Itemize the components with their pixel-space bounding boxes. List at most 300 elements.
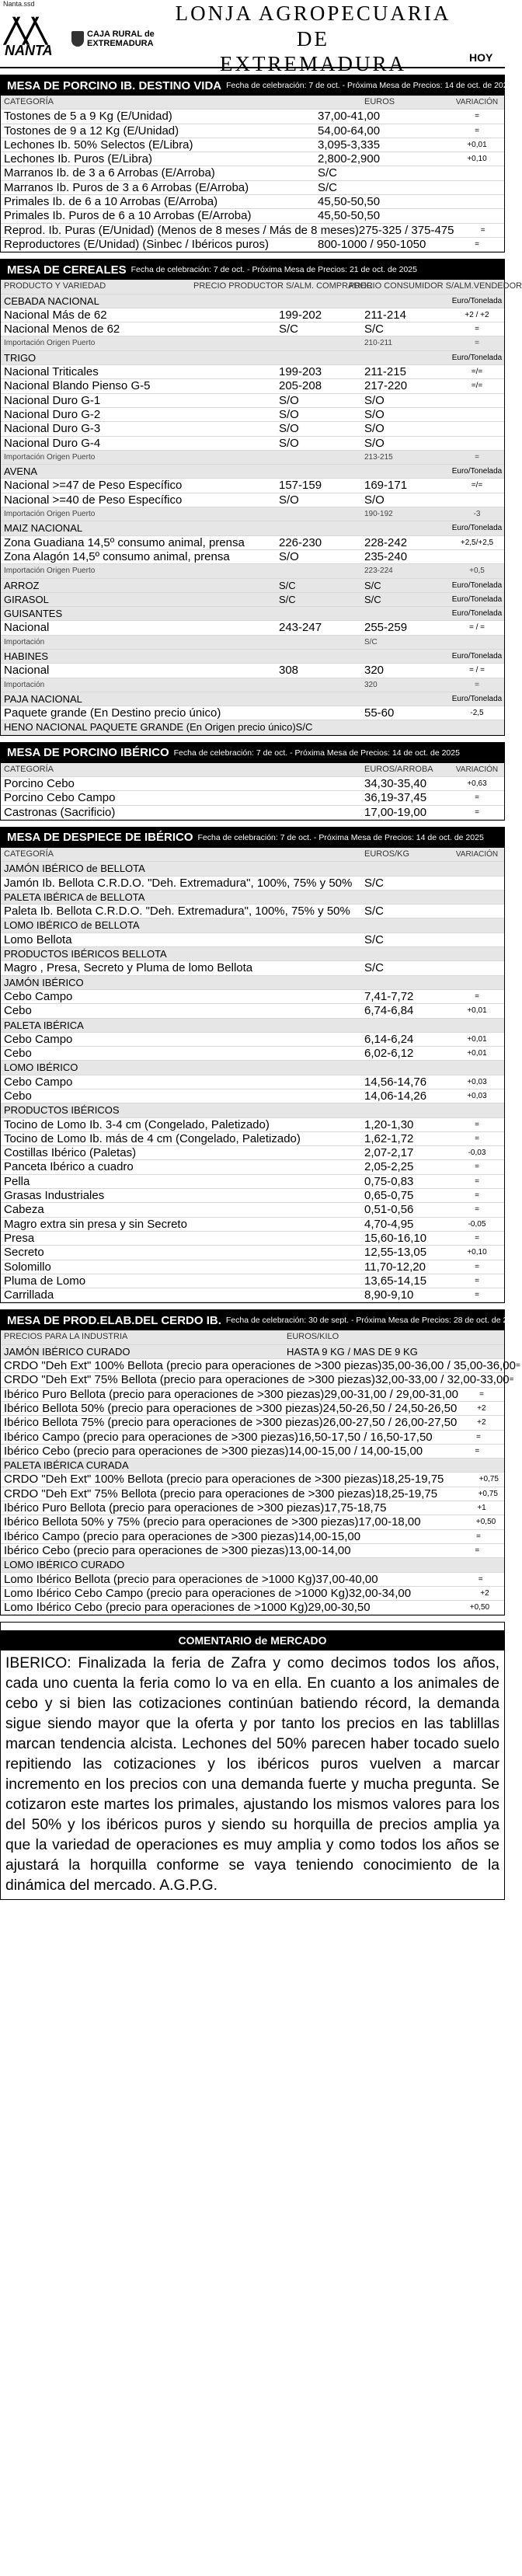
row-consumer-price <box>364 607 450 620</box>
row-producer-price <box>279 465 364 478</box>
row-label: CRDO "Deh Ext" 75% Bellota (precio para operaciones de >300 piezas) <box>4 1373 375 1387</box>
row-producer-price: S/O <box>279 436 299 450</box>
nanta-logo-text: NANTA <box>5 43 53 58</box>
table-row <box>1 437 504 451</box>
row-variation: +0,75 <box>478 1489 498 1498</box>
row-variation: +2 <box>480 1588 489 1598</box>
caja-rural-logo <box>71 30 157 48</box>
cereales-section <box>0 259 522 736</box>
row-value <box>364 1019 450 1032</box>
row-label: Importación Origen Puerto <box>4 452 96 462</box>
table-row <box>1 961 504 975</box>
category-row <box>1 295 504 308</box>
row-consumer-price: 217-220 <box>364 379 408 393</box>
col-header: CATEGORÍA <box>4 97 54 106</box>
row-label: LOMO IBÉRICO de BELLOTA <box>4 919 140 932</box>
elab-rows <box>1 1345 520 1616</box>
row-value <box>364 862 450 875</box>
row-variation: = <box>475 1532 481 1541</box>
row-variation: +2 <box>477 1403 486 1413</box>
despiece-title: MESA DE DESPIECE DE IBÉRICO <box>7 831 193 845</box>
row-value: 6,74-6,84 <box>364 1004 414 1018</box>
row-producer-price: S/C <box>279 579 296 591</box>
row-consumer-price: S/O <box>364 436 385 450</box>
row-producer-price: S/O <box>279 549 299 563</box>
row-label: Marranos Ib. Puros de 3 a 6 Arrobas (E/Arroba) <box>4 180 249 194</box>
row-label: GIRASOL <box>4 593 49 605</box>
elab-col-header <box>1 1330 504 1344</box>
table-row <box>1 1232 504 1246</box>
row-label: Cabeza <box>4 1203 44 1217</box>
category-row <box>1 692 504 706</box>
row-variation <box>450 195 504 208</box>
row-variation <box>450 394 504 407</box>
table-row <box>1 1530 504 1544</box>
col-header: PRODUCTO Y VARIEDAD <box>4 281 106 291</box>
table-row <box>1 1033 504 1047</box>
row-label: Lechones Ib. Puros (E/Libra) <box>4 152 152 166</box>
elab-title: MESA DE PROD.ELAB.DEL CERDO IB. <box>7 1313 221 1327</box>
table-row <box>1 451 504 465</box>
table-row <box>1 1218 504 1232</box>
row-variation: = <box>475 1163 479 1172</box>
caja-rural-text: CAJA RURAL de EXTREMADURA <box>87 29 155 48</box>
row-value: 14,00-15,00 / 14,00-15,00 <box>288 1444 423 1458</box>
row-consumer-price: S/C <box>364 593 381 605</box>
row-value: 32,00-33,00 / 32,00-33,00 <box>375 1373 510 1387</box>
row-variation: = <box>475 1432 481 1441</box>
porcino-title: MESA DE PORCINO IB. DESTINO VIDA <box>7 78 222 92</box>
row-consumer-price: S/O <box>364 393 385 407</box>
despiece-rows <box>1 862 504 1302</box>
row-variation <box>450 437 504 450</box>
table-row <box>1 1132 504 1146</box>
row-producer-price: 226-230 <box>279 535 322 549</box>
row-value: 32,00-34,00 <box>349 1586 412 1600</box>
category-row <box>1 1459 504 1473</box>
row-consumer-price: 255-259 <box>364 621 408 635</box>
page-title <box>157 1 469 76</box>
row-variation: =/= <box>471 382 483 391</box>
row-consumer-price: 228-242 <box>364 535 408 549</box>
row-value: 37,00-41,00 <box>318 110 381 124</box>
row-value: S/C <box>318 180 338 194</box>
row-producer-price: 205-208 <box>279 379 322 393</box>
row-producer-price: 199-203 <box>279 365 322 379</box>
row-label: Lomo Ibérico Cebo Campo (precio para operaciones de >1000 Kg) <box>4 1586 350 1600</box>
table-row <box>1 1501 504 1515</box>
table-row <box>1 1431 504 1445</box>
row-variation <box>450 1061 504 1074</box>
row-variation <box>450 862 504 875</box>
row-label: PRODUCTOS IBÉRICOS <box>4 1104 120 1117</box>
row-variation <box>450 905 504 918</box>
row-value: 7,41-7,72 <box>364 989 414 1003</box>
row-variation: Euro/Tonelada <box>451 580 503 590</box>
row-variation: = <box>475 1176 479 1186</box>
row-consumer-price: 210-211 <box>364 339 392 348</box>
table-row <box>1 209 504 223</box>
row-value: 37,00-40,00 <box>315 1572 378 1586</box>
row-variation: -0,03 <box>468 1149 486 1158</box>
row-variation: = <box>475 1205 479 1215</box>
row-producer-price <box>279 295 364 308</box>
table-row <box>1 379 504 393</box>
col-header: CATEGORÍA <box>4 764 54 774</box>
cereales-title: MESA DE CEREALES <box>7 263 127 277</box>
row-variation: Euro/Tonelada <box>451 467 503 476</box>
iberico-col-header <box>1 763 504 777</box>
category-row <box>1 521 504 535</box>
row-label: Nacional <box>4 621 50 635</box>
table-row <box>1 1089 504 1103</box>
row-consumer-price: S/O <box>364 422 385 436</box>
row-producer-price <box>279 706 364 720</box>
category-row <box>1 351 504 365</box>
row-variation: = <box>475 112 479 121</box>
row-consumer-price <box>374 720 454 734</box>
cereales-bar <box>1 260 504 280</box>
row-variation: +0,63 <box>467 779 487 789</box>
comment-title: COMENTARIO de MERCADO <box>1 1630 504 1651</box>
table-row <box>1 124 504 138</box>
row-value: S/C <box>364 905 385 919</box>
row-variation: = <box>475 452 479 462</box>
row-label: Nacional Triticales <box>4 365 99 379</box>
table-row <box>1 152 504 166</box>
crest-icon <box>71 31 84 47</box>
row-variation: = <box>509 1375 514 1385</box>
iberico-section <box>0 742 505 821</box>
row-variation: +0,01 <box>467 1006 487 1016</box>
row-consumer-price <box>364 692 450 706</box>
row-label: Pluma de Lomo <box>4 1274 86 1288</box>
row-value: 17,75-18,75 <box>324 1501 387 1515</box>
row-label: Primales Ib. de 6 a 10 Arrobas (E/Arroba) <box>4 195 218 209</box>
row-label: Reprod. Ib. Puras (E/Unidad) (Menos de 8 meses / Más de 8 meses) <box>4 223 359 237</box>
row-producer-price <box>279 351 364 364</box>
table-row <box>1 1175 504 1189</box>
row-label: Tocino de Lomo Ib. más de 4 cm (Congelado, Paletizado) <box>4 1131 301 1145</box>
row-label: PRODUCTOS IBÉRICOS BELLOTA <box>4 948 167 960</box>
row-consumer-price: 235-240 <box>364 549 408 563</box>
row-label: Ibérico Puro Bellota (precio para operaciones de >300 piezas) <box>4 1501 325 1515</box>
iberico-bar <box>1 743 504 763</box>
row-value: 4,70-4,95 <box>364 1217 414 1231</box>
iberico-rows <box>1 777 504 820</box>
row-value: 6,14-6,24 <box>364 1032 414 1046</box>
row-label: Presa <box>4 1231 35 1245</box>
row-value: 14,00-15,00 <box>298 1529 361 1543</box>
table-row <box>1 507 504 521</box>
row-label: Lomo Ibérico Bellota (precio para operaciones de >1000 Kg) <box>4 1572 316 1586</box>
row-variation: =/= <box>471 368 483 377</box>
row-label: Paquete grande (En Destino precio único) <box>4 706 221 720</box>
row-value <box>364 1061 450 1074</box>
table-row <box>1 621 504 635</box>
col-header: EUROS/KILO <box>287 1332 339 1342</box>
row-variation: = <box>515 1361 520 1371</box>
row-variation: +0,03 <box>467 1077 487 1086</box>
row-consumer-price: 211-214 <box>364 308 406 322</box>
row-variation: Euro/Tonelada <box>451 353 503 362</box>
table-row <box>1 110 504 124</box>
row-consumer-price <box>364 465 450 478</box>
row-label: Cebo <box>4 1089 32 1103</box>
row-label: Reproductores (E/Unidad) (Sinbec / Ibéricos puros) <box>4 237 269 251</box>
row-label: PALETA IBÉRICA CURADA <box>4 1459 129 1472</box>
row-value: HASTA 9 KG / MAS DE 9 KG <box>287 1345 418 1358</box>
category-row <box>1 1019 504 1033</box>
table-row <box>1 678 504 692</box>
row-consumer-price: 169-171 <box>364 479 408 493</box>
table-row <box>1 336 504 350</box>
row-label: Cebo <box>4 1004 32 1018</box>
cereales-col-header <box>1 280 522 294</box>
category-row <box>1 862 504 876</box>
table-row <box>1 706 504 720</box>
row-label: Grasas Industriales <box>4 1189 105 1203</box>
row-label: Porcino Cebo Campo <box>4 791 116 805</box>
row-consumer-price <box>364 650 450 663</box>
row-label: Pella <box>4 1174 30 1188</box>
row-producer-price: 199-202 <box>279 308 322 322</box>
row-label: Zona Guadiana 14,5º consumo animal, prensa <box>4 535 245 549</box>
row-label: Importación Origen Puerto <box>4 566 96 576</box>
row-label: Cebo Campo <box>4 1075 73 1089</box>
category-row <box>1 1345 504 1359</box>
table-row <box>1 238 504 252</box>
row-producer-price: 308 <box>279 664 299 678</box>
row-label: Magro extra sin presa y sin Secreto <box>4 1217 187 1231</box>
row-value: 2,05-2,25 <box>364 1160 414 1174</box>
row-value: 13,65-14,15 <box>364 1274 427 1288</box>
row-label: Nacional <box>4 664 50 678</box>
row-variation: = <box>475 992 479 1001</box>
category-row <box>1 919 504 932</box>
row-label: Marranos Ib. de 3 a 6 Arrobas (E/Arroba) <box>4 166 215 180</box>
row-variation <box>450 550 504 563</box>
row-label: Nacional >=40 de Peso Específico <box>4 493 183 507</box>
row-value: 2,07-2,17 <box>364 1146 414 1160</box>
row-variation: = <box>475 325 479 334</box>
col-header <box>450 1330 504 1344</box>
row-variation <box>454 720 504 734</box>
table-row <box>1 224 504 238</box>
row-label: Zona Alagón 14,5º consumo animal, prensa <box>4 549 230 563</box>
row-variation: +2 <box>477 1418 486 1427</box>
row-variation <box>450 933 504 946</box>
row-variation: +2,5/+2,5 <box>460 538 494 547</box>
row-variation: =/= <box>471 481 483 490</box>
row-variation <box>450 877 504 890</box>
row-value: 0,75-0,83 <box>364 1174 414 1188</box>
row-label: Lomo Bellota <box>4 932 72 946</box>
row-consumer-price <box>364 351 450 364</box>
row-value: 0,65-0,75 <box>364 1189 414 1203</box>
row-consumer-price: S/C <box>364 579 381 591</box>
row-value: 34,30-35,40 <box>364 777 427 791</box>
row-producer-price <box>279 650 364 663</box>
row-label: CEBADA NACIONAL <box>4 295 99 307</box>
row-producer-price <box>279 607 364 620</box>
row-consumer-price: 211-215 <box>364 365 406 379</box>
row-variation <box>450 1558 504 1571</box>
col-header: VARIACIÓN <box>455 849 499 859</box>
cereales-rows <box>1 295 504 735</box>
row-consumer-price: 55-60 <box>364 706 395 720</box>
category-row <box>1 465 504 479</box>
row-value: 18,25-19,75 <box>381 1473 444 1487</box>
elab-bar <box>1 1310 521 1330</box>
row-producer-price: S/O <box>279 393 299 407</box>
table-row <box>1 1445 504 1459</box>
comment-section <box>0 1622 505 1900</box>
table-row <box>1 564 504 578</box>
row-value: 11,70-12,20 <box>364 1260 426 1274</box>
category-row <box>1 720 504 734</box>
row-variation: -0,05 <box>468 1219 486 1229</box>
row-variation <box>450 976 504 989</box>
row-label: Castronas (Sacrificio) <box>4 805 116 819</box>
table-row <box>1 479 504 493</box>
iberico-title: MESA DE PORCINO IBÉRICO <box>7 746 169 760</box>
row-value: 12,55-13,05 <box>364 1246 427 1260</box>
table-row <box>1 422 504 436</box>
table-row <box>1 990 504 1004</box>
row-variation: Euro/Tonelada <box>451 651 503 661</box>
row-value <box>287 1558 450 1571</box>
category-row <box>1 1558 504 1572</box>
row-label: GUISANTES <box>4 608 63 620</box>
despiece-col-header <box>1 848 504 862</box>
row-label: Nacional Duro G-1 <box>4 393 101 407</box>
row-variation <box>450 1103 504 1117</box>
table-row <box>1 322 504 336</box>
table-row <box>1 550 504 564</box>
row-label: AVENA <box>4 465 38 478</box>
row-label: Ibérico Bellota 50% y 75% (precio para operaciones de >300 piezas) <box>4 1515 359 1529</box>
row-label: Solomillo <box>4 1260 51 1274</box>
row-consumer-price: 320 <box>364 680 378 689</box>
table-row <box>1 877 504 891</box>
row-producer-price <box>279 564 364 577</box>
row-label: Nacional >=47 de Peso Específico <box>4 479 183 493</box>
row-variation: = <box>475 1446 480 1455</box>
row-variation: +0,10 <box>467 1248 487 1257</box>
row-variation: +0,10 <box>467 155 487 164</box>
table-row <box>1 636 504 650</box>
row-value: 17,00-19,00 <box>364 805 427 819</box>
row-value: 13,00-14,00 <box>288 1543 351 1557</box>
row-variation: = <box>475 680 479 689</box>
col-header: EUROS <box>364 97 395 106</box>
table-row <box>1 791 504 805</box>
table-row <box>1 1587 504 1601</box>
row-variation <box>450 891 504 904</box>
row-variation <box>450 1019 504 1032</box>
row-value: 54,00-64,00 <box>318 124 381 138</box>
row-value: 29,00-30,50 <box>308 1601 371 1615</box>
row-label: Ibérico Puro Bellota (precio para operaciones de >300 piezas) <box>4 1387 325 1401</box>
row-value: 1,20-1,30 <box>364 1117 414 1131</box>
porcino-col-header <box>1 96 504 110</box>
row-value <box>364 891 450 904</box>
row-variation: = <box>475 239 479 249</box>
row-label: Tostones de 5 a 9 Kg (E/Unidad) <box>4 110 172 124</box>
row-label: Tocino de Lomo Ib. 3-4 cm (Congelado, Paletizado) <box>4 1117 270 1131</box>
row-label: Nacional Duro G-2 <box>4 407 101 421</box>
table-row <box>1 1004 504 1018</box>
nanta-mark-icon: ╱╲╱╲ <box>5 19 43 44</box>
row-label: Nacional Duro G-3 <box>4 422 101 436</box>
comment-text: IBERICO: Finalizada la feria de Zafra y como decimos todos los años, cada uno cuenta la feria como lo va en ella. En cuanto a los animales de cebo y si bien las cotizaciones continúan batiendo récord, la demanda sigue siendo mayor que la oferta y por tanto los precios en las tablillas marcan tendencia alcista. Lechones del 50% parecen haber tocado suelo repitiendo las cotizaciones y los ibéricos puros vuelven a marcar incremento en los precios con una demanda fuerte y mucha pregunta. Se cotizaron este martes los primales, ajustando los mismos valores para los del 50% y los ibéricos puros y siendo su horquilla de precios amplia ya que la variedad de operaciones es muy amplia y como todos los años se ajustará la horquilla conforme se vaya teniendo conocimiento de la dinámica del mercado. A.G.P.G. <box>5 1655 499 1895</box>
category-row <box>1 976 504 990</box>
row-value: S/C <box>364 932 385 946</box>
row-variation: = <box>475 807 479 817</box>
category-row <box>1 1061 504 1075</box>
row-variation: +1 <box>477 1504 486 1513</box>
row-variation <box>450 408 504 421</box>
row-producer-price: S/O <box>279 422 299 436</box>
row-label: Nacional Blando Pienso G-5 <box>4 379 151 393</box>
row-producer-price <box>279 521 364 535</box>
row-variation: = <box>475 1233 479 1243</box>
row-label: HENO NACIONAL PAQUETE GRANDE (En Origen precio único) <box>4 721 296 734</box>
row-label: Paleta Ib. Bellota C.R.D.O. "Deh. Extremadura", 100%, 75% y 50% <box>4 905 350 919</box>
row-label: Ibérico Cebo (precio para operaciones de >300 piezas) <box>4 1543 289 1557</box>
row-variation: = <box>475 1262 479 1271</box>
row-variation: = <box>480 225 485 235</box>
row-label: CRDO "Deh Ext" 75% Bellota (precio para operaciones de >300 piezas) <box>4 1487 375 1501</box>
row-label: Primales Ib. Puros de 6 a 10 Arrobas (E/Arroba) <box>4 209 252 223</box>
row-label: Secreto <box>4 1246 44 1260</box>
row-producer-price: 243-247 <box>279 621 322 635</box>
table-row <box>1 1416 504 1430</box>
col-header: VARIACIÓN <box>455 765 499 774</box>
row-value: S/C <box>364 876 385 890</box>
row-producer-price: S/C <box>279 322 299 336</box>
table-row <box>1 195 504 209</box>
row-variation: = <box>475 793 479 803</box>
row-variation: +0,01 <box>467 140 487 149</box>
row-variation <box>450 422 504 435</box>
row-label: PAJA NACIONAL <box>4 692 82 705</box>
row-label: LOMO IBÉRICO CURADO <box>4 1559 125 1571</box>
row-consumer-price: 223-224 <box>364 566 393 576</box>
row-variation <box>450 919 504 932</box>
table-row <box>1 1388 504 1402</box>
title-line-2: EXTREMADURA <box>220 52 406 76</box>
row-label: Costillas Ibérico (Paletas) <box>4 1146 137 1160</box>
row-variation <box>450 181 504 194</box>
row-consumer-price <box>364 295 450 308</box>
row-variation: = / = <box>468 623 485 633</box>
table-row <box>1 1515 504 1529</box>
table-row <box>1 1601 504 1615</box>
row-variation <box>450 493 504 507</box>
row-label: Cebo Campo <box>4 989 73 1003</box>
row-variation: Euro/Tonelada <box>451 609 503 619</box>
category-row <box>1 593 504 607</box>
row-consumer-price: S/C <box>364 637 378 647</box>
table-row <box>1 1246 504 1260</box>
row-label: PALETA IBÉRICA de BELLOTA <box>4 891 145 903</box>
row-producer-price: 157-159 <box>279 479 322 493</box>
row-label: Porcino Cebo <box>4 777 75 791</box>
row-value: S/C <box>364 961 385 975</box>
table-row <box>1 166 504 180</box>
